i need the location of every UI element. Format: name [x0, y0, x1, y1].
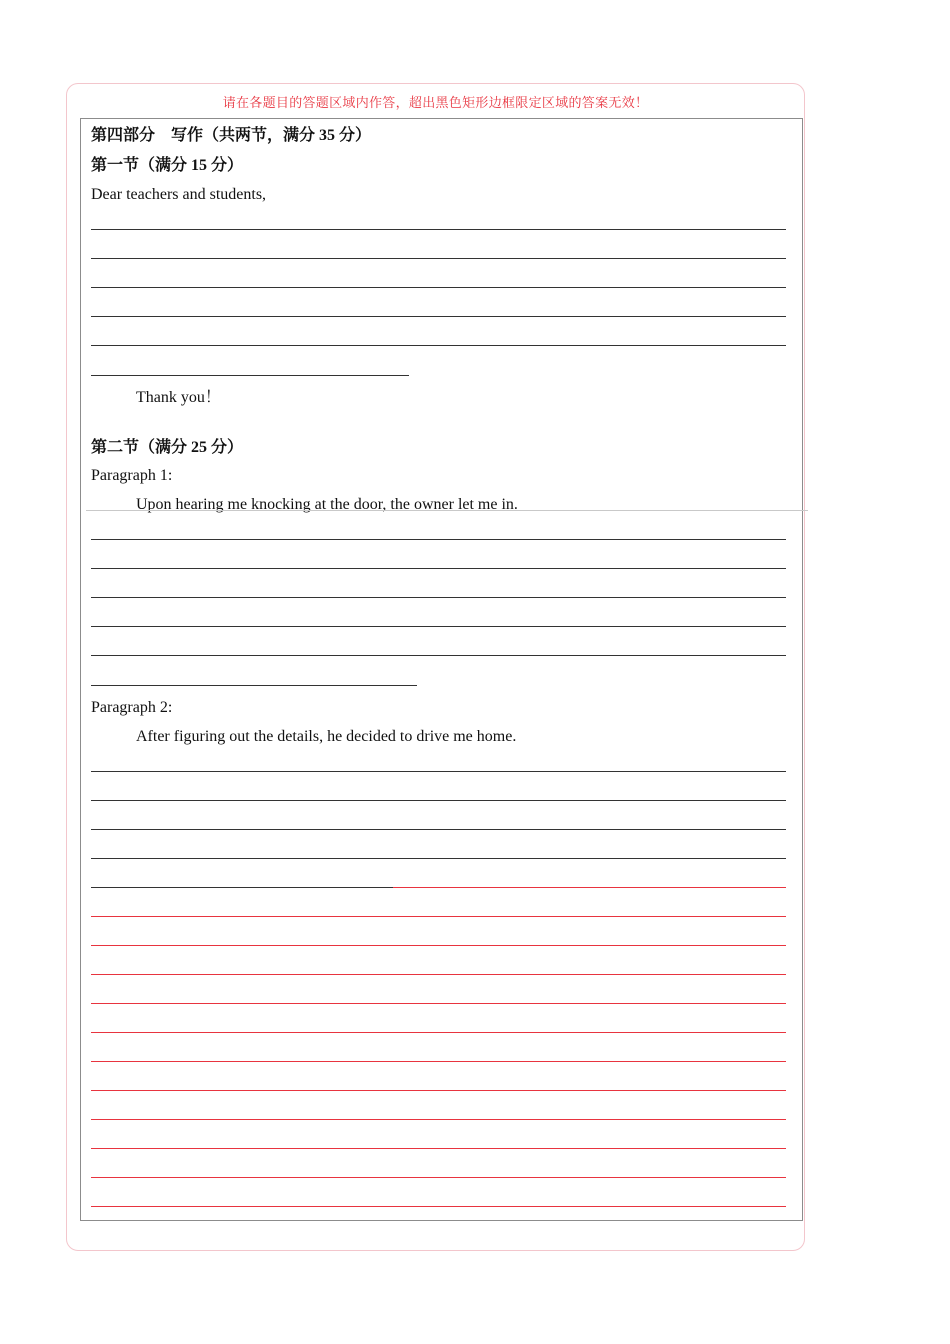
writing-line — [91, 287, 786, 288]
writing-line — [91, 800, 786, 801]
red-writing-line — [91, 974, 786, 975]
writing-line — [91, 375, 409, 376]
paragraph1-opening: Upon hearing me knocking at the door, the owner let me in. — [136, 496, 518, 513]
red-writing-line — [91, 1032, 786, 1033]
writing-line — [91, 316, 786, 317]
red-writing-line — [91, 1206, 786, 1207]
writing-line — [91, 258, 786, 259]
paragraph1-label: Paragraph 1: — [91, 467, 173, 484]
part-title: 第四部分 写作（共两节，满分 35 分） — [91, 127, 372, 144]
red-writing-line — [91, 916, 786, 917]
red-writing-line — [393, 887, 786, 888]
paragraph2-opening: After figuring out the details, he decided to drive me home. — [136, 728, 517, 745]
writing-line — [91, 597, 786, 598]
red-writing-line — [91, 1148, 786, 1149]
writing-line — [91, 626, 786, 627]
writing-line — [91, 685, 417, 686]
answer-region-frame — [80, 118, 803, 1221]
red-writing-line — [91, 1090, 786, 1091]
writing-line — [91, 858, 786, 859]
writing-line — [91, 229, 786, 230]
paragraph2-label: Paragraph 2: — [91, 699, 173, 716]
red-writing-line — [91, 1061, 786, 1062]
red-writing-line — [91, 1177, 786, 1178]
writing-line — [91, 887, 393, 888]
writing-line — [91, 539, 786, 540]
letter-greeting: Dear teachers and students, — [91, 186, 267, 203]
answer-area-notice: 请在各题目的答题区域内作答，超出黑色矩形边框限定区域的答案无效！ — [222, 95, 649, 110]
writing-line — [91, 829, 786, 830]
red-writing-line — [91, 1119, 786, 1120]
section2-title: 第二节（满分 25 分） — [91, 439, 244, 456]
writing-line — [91, 568, 786, 569]
writing-line — [91, 345, 786, 346]
writing-line — [91, 655, 786, 656]
writing-line — [91, 771, 786, 772]
letter-closing: Thank you！ — [136, 389, 221, 406]
red-writing-line — [91, 945, 786, 946]
section1-title: 第一节（满分 15 分） — [91, 157, 244, 174]
red-writing-line — [91, 1003, 786, 1004]
page-split-line — [86, 510, 808, 511]
